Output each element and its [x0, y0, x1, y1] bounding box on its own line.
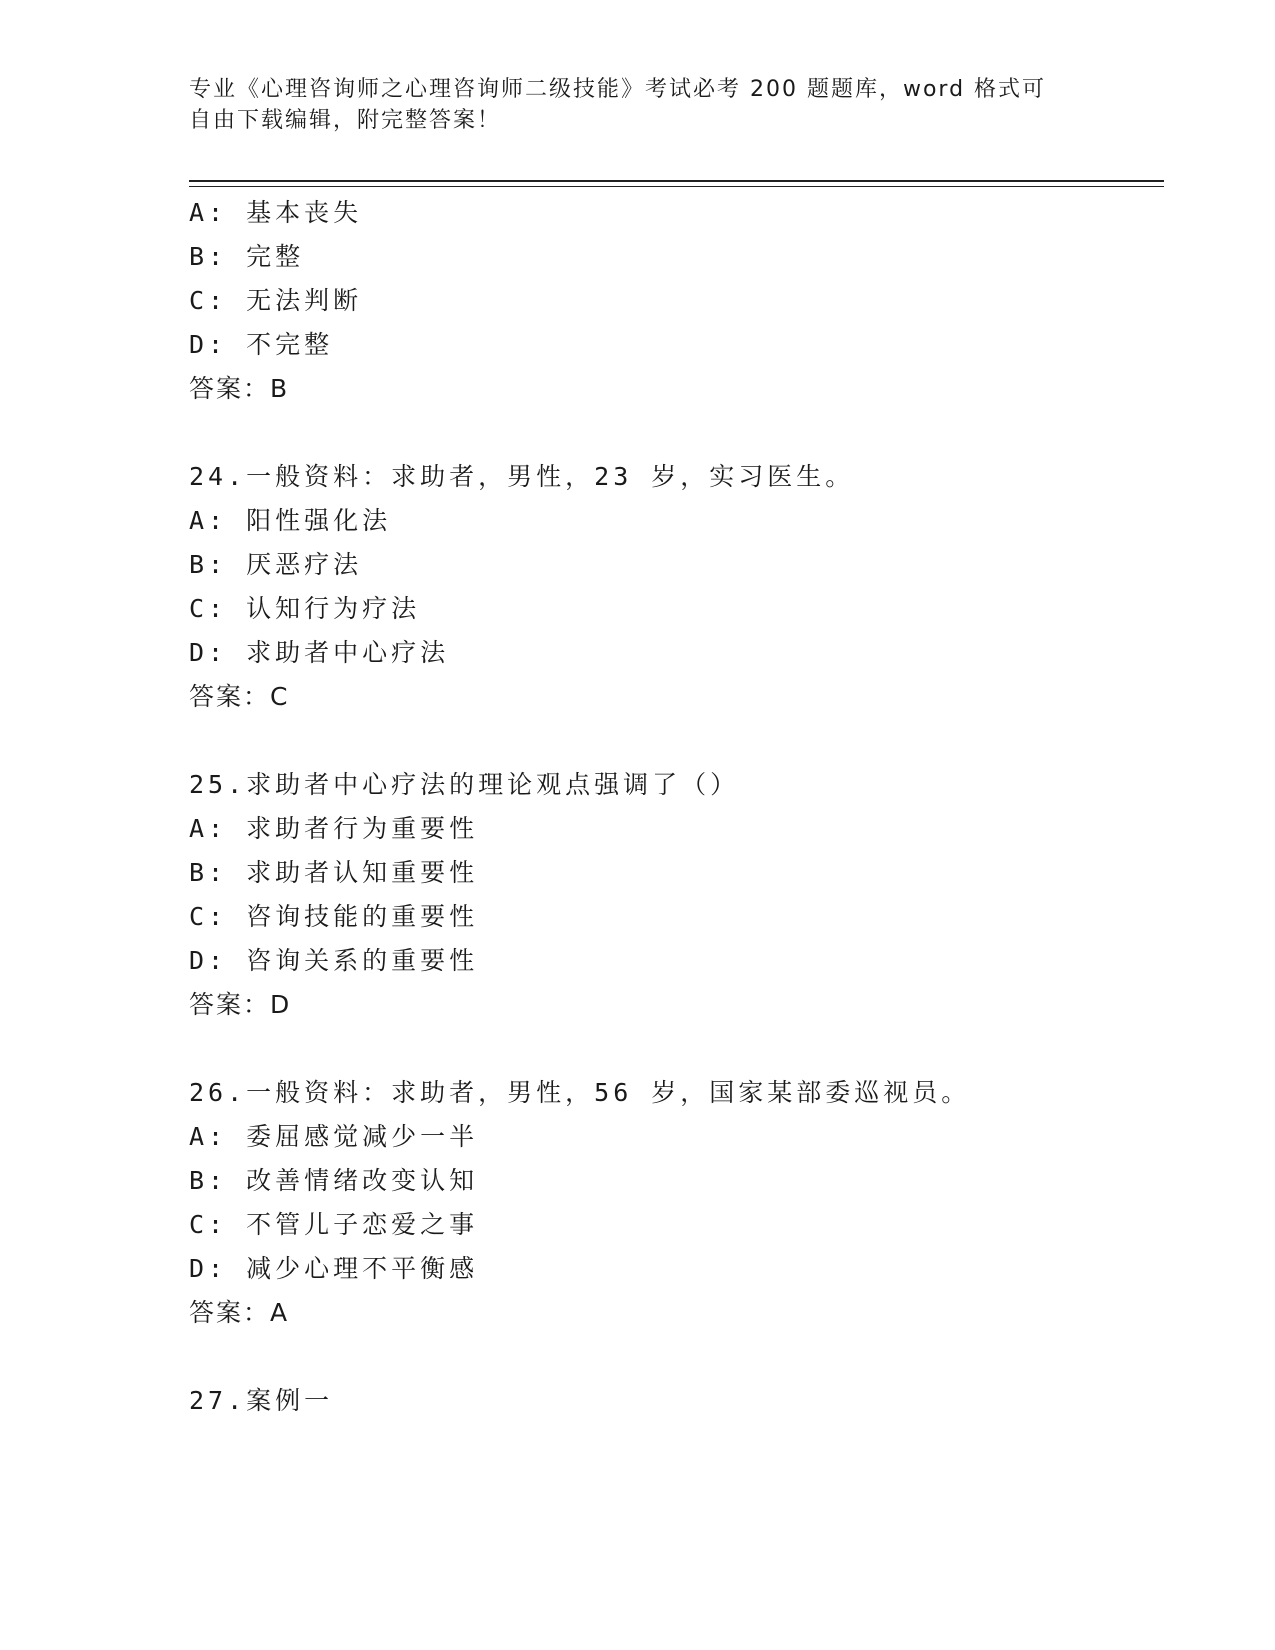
question-27: 27.案例一: [189, 1386, 334, 1415]
header-divider: [189, 180, 1164, 187]
option-b: B: 厌恶疗法: [189, 550, 363, 579]
option-c: C: 无法判断: [189, 286, 363, 315]
option-c: C: 咨询技能的重要性: [189, 902, 479, 931]
answer: 答案：C: [189, 682, 290, 711]
option-b: B: 改善情绪改变认知: [189, 1166, 479, 1195]
question-24: 24.一般资料：求助者，男性，23 岁，实习医生。: [189, 462, 855, 491]
option-d: D: 咨询关系的重要性: [189, 946, 479, 975]
question-25: 25.求助者中心疗法的理论观点强调了（）: [189, 770, 740, 799]
document-header: 专业《心理咨询师之心理咨询师二级技能》考试必考 200 题题库，word 格式可自由下载编辑，附完整答案！: [189, 77, 1047, 133]
answer: 答案：A: [189, 1298, 290, 1327]
option-a: A: 委屈感觉减少一半: [189, 1122, 479, 1151]
option-d: D: 求助者中心疗法: [189, 638, 450, 667]
answer: 答案：D: [189, 990, 292, 1019]
option-b: B: 完整: [189, 242, 305, 271]
option-b: B: 求助者认知重要性: [189, 858, 479, 887]
option-c: C: 认知行为疗法: [189, 594, 421, 623]
option-d: D: 不完整: [189, 330, 334, 359]
option-c: C: 不管儿子恋爱之事: [189, 1210, 479, 1239]
option-a: A: 阳性强化法: [189, 506, 392, 535]
option-a: A: 求助者行为重要性: [189, 814, 479, 843]
question-26: 26.一般资料：求助者，男性，56 岁，国家某部委巡视员。: [189, 1078, 971, 1107]
option-d: D: 减少心理不平衡感: [189, 1254, 479, 1283]
option-a: A: 基本丧失: [189, 198, 363, 227]
answer: 答案：B: [189, 374, 290, 403]
